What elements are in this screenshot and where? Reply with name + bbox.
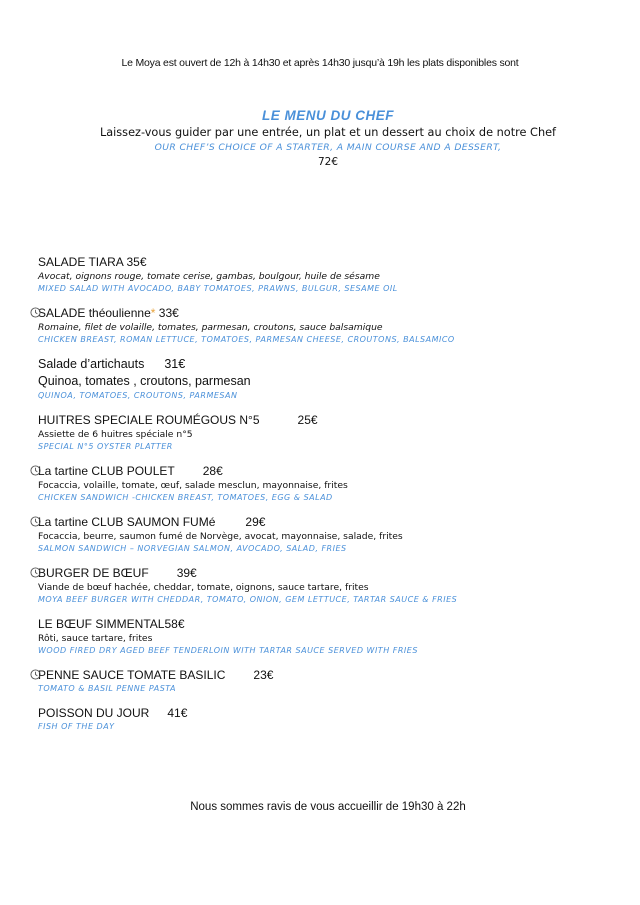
- item-price: 23€: [253, 668, 274, 682]
- chef-menu: [0, 107, 640, 171]
- item-price: 29€: [245, 515, 266, 529]
- item-price: 58€: [164, 617, 185, 631]
- item-description: Assiette de 6 huitres spéciale n°5: [38, 429, 193, 440]
- item-price: 41€: [167, 706, 188, 720]
- item-name: POISSON DU JOUR: [38, 706, 150, 720]
- evening-hours-note: Nous sommes ravis de vous accueillir de 19h30 à 22h: [190, 801, 466, 813]
- clock-icon: [30, 567, 41, 578]
- item-description: Viande de bœuf hachée, cheddar, tomate, oignons, sauce tartare, frites: [38, 582, 369, 593]
- menu-item: [38, 356, 598, 402]
- menu-item: [38, 705, 598, 733]
- item-price: 25€: [297, 413, 318, 427]
- chef-menu-title: LE MENU DU CHEF: [262, 108, 394, 123]
- menu-item: [38, 254, 598, 295]
- menu-item: [38, 616, 598, 657]
- item-name: BURGER DE BŒUF: [38, 566, 149, 580]
- item-star: *: [150, 306, 156, 320]
- menu-item: [38, 463, 598, 504]
- item-name: SALADE TIARA: [38, 255, 124, 269]
- item-description: Quinoa, tomates , croutons, parmesan: [38, 374, 251, 388]
- item-description-en: TOMATO & BASIL PENNE PASTA: [38, 684, 176, 693]
- item-description: Avocat, oignons rouge, tomate cerise, gambas, boulgour, huile de sésame: [38, 271, 380, 282]
- menu-item: [38, 305, 598, 346]
- menu-item: [38, 514, 598, 555]
- item-description-en: MIXED SALAD WITH AVOCADO, BABY TOMATOES, PRAWNS, BULGUR, SESAME OIL: [38, 284, 398, 293]
- item-description: Focaccia, volaille, tomate, œuf, salade mesclun, mayonnaise, frites: [38, 480, 348, 491]
- item-price: 35€: [126, 255, 147, 269]
- item-description: Focaccia, beurre, saumon fumé de Norvège, avocat, mayonnaise, salade, frites: [38, 531, 403, 542]
- item-name: HUITRES SPECIALE ROUMÉGOUS N°5: [38, 413, 260, 427]
- item-description-en: QUINOA, TOMATOES, CROUTONS, PARMESAN: [38, 391, 238, 400]
- item-name: Salade d’artichauts: [38, 357, 145, 371]
- chef-menu-description: Laissez-vous guider par une entrée, un plat et un dessert au choix de notre Chef: [99, 126, 557, 139]
- item-name: PENNE SAUCE TOMATE BASILIC: [38, 668, 226, 682]
- chef-menu-price: 72€: [317, 156, 339, 168]
- item-description-en: CHICKEN BREAST, ROMAN LETTUCE, TOMATOES, PARMESAN CHEESE, CROUTONS, BALSAMICO: [38, 335, 455, 344]
- item-name: SALADE théoulienne: [38, 306, 151, 320]
- menu-item: [38, 667, 598, 695]
- clock-icon: [30, 307, 41, 318]
- item-price: 39€: [176, 566, 197, 580]
- item-description-en: MOYA BEEF BURGER WITH CHEDDAR, TOMATO, ONION, GEM LETTUCE, TARTAR SAUCE & FRIES: [38, 595, 458, 604]
- clock-icon: [30, 465, 41, 476]
- item-description: Rôti, sauce tartare, frites: [38, 633, 153, 644]
- item-description: Romaine, filet de volaille, tomates, parmesan, croutons, sauce balsamique: [38, 322, 383, 333]
- clock-icon: [30, 669, 41, 680]
- clock-icon: [30, 516, 41, 527]
- item-name: La tartine CLUB SAUMON FUMé: [38, 515, 216, 529]
- item-name: La tartine CLUB POULET: [38, 464, 175, 478]
- item-price: 33€: [158, 306, 179, 320]
- item-price: 28€: [202, 464, 223, 478]
- chef-menu-description-en: OUR CHEF’S CHOICE OF A STARTER, A MAIN COURSE AND A DESSERT,: [154, 142, 502, 153]
- item-description-en: SPECIAL N°5 OYSTER PLATTER: [38, 442, 173, 451]
- item-description-en: SALMON SANDWICH – NORVEGIAN SALMON, AVOCADO, SALAD, FRIES: [38, 544, 347, 553]
- menu-item: [38, 565, 598, 606]
- menu-list: [38, 254, 598, 743]
- menu-item: [38, 412, 598, 453]
- item-name: LE BŒUF SIMMENTAL: [38, 617, 165, 631]
- item-description-en: WOOD FIRED DRY AGED BEEF TENDERLOIN WITH TARTAR SAUCE SERVED WITH FRIES: [38, 646, 418, 655]
- opening-hours-note: Le Moya est ouvert de 12h à 14h30 et après 14h30 jusqu’à 19h les plats disponibles sont: [121, 57, 519, 69]
- item-description-en: FISH OF THE DAY: [38, 722, 115, 731]
- item-description-en: CHICKEN SANDWICH -CHICKEN BREAST, TOMATOES, EGG & SALAD: [38, 493, 333, 502]
- item-price: 31€: [164, 357, 186, 371]
